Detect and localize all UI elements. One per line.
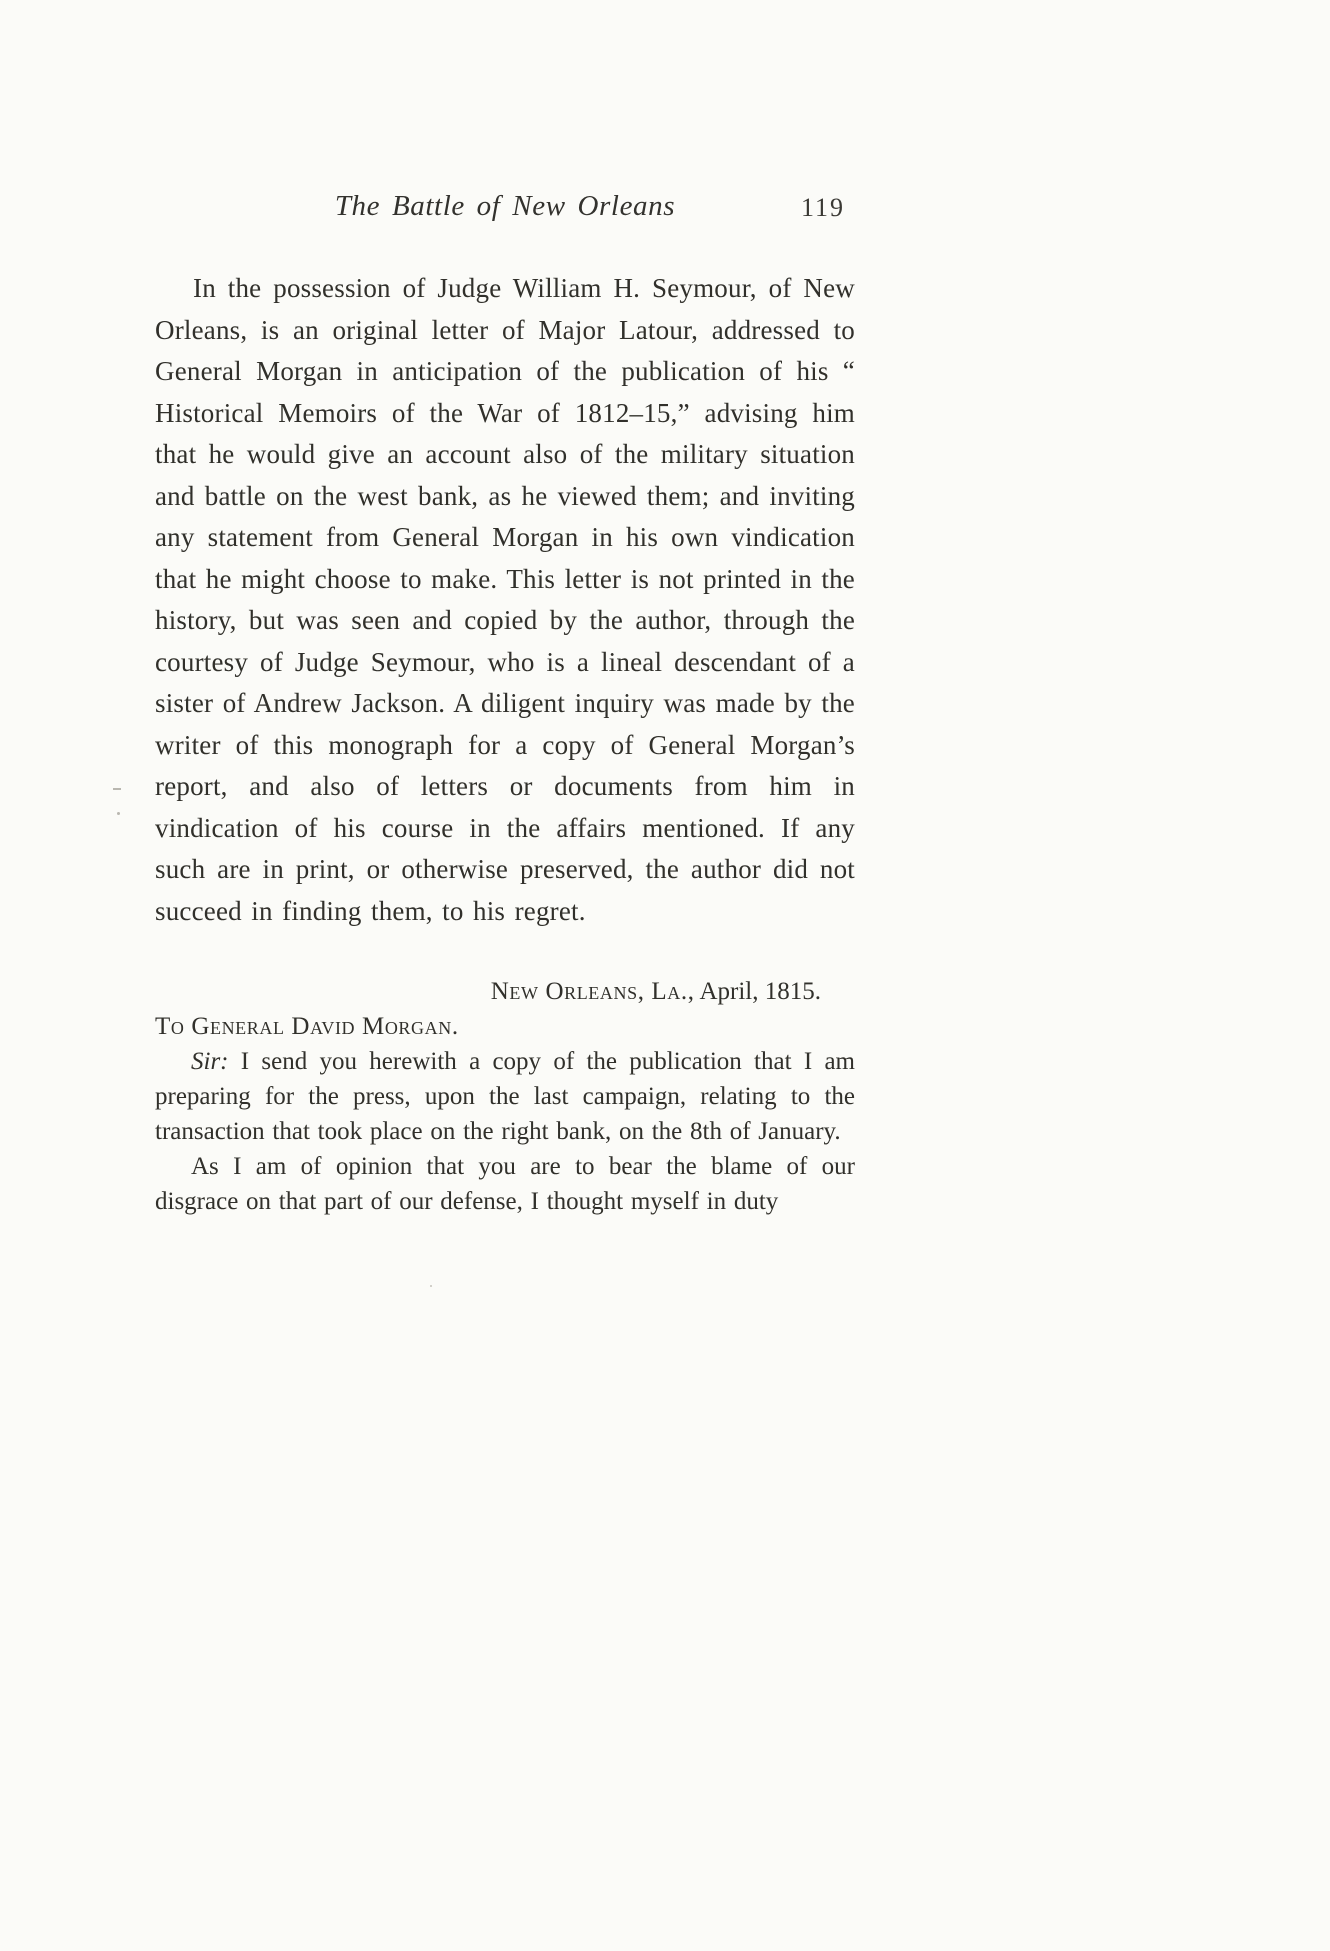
- letter-salutation: To General David Morgan.: [155, 1013, 459, 1040]
- letter-paragraph-1-lead: Sir:: [191, 1048, 229, 1075]
- letter-paragraph-2: As I am of opinion that you are to bear the blame of our disgrace on that part of our defense, I thought myself in duty: [155, 1153, 855, 1215]
- dateline-date: April, 1815.: [694, 978, 821, 1005]
- scan-artifact: [113, 788, 121, 790]
- scan-artifact: [430, 1285, 432, 1287]
- letter-block: [155, 974, 855, 1219]
- letter-dateline: [155, 974, 855, 1009]
- letter-paragraph-1: [155, 1044, 855, 1149]
- page-number: 119: [800, 193, 845, 222]
- letter-paragraph-1-text: I send you herewith a copy of the publication that I am preparing for the press, upon the last campaign, relating to the transaction that took place on the right bank, on the 8th of January.: [155, 1048, 855, 1145]
- main-paragraph: In the possession of Judge William H. Seymour, of New Orleans, is an original letter of Major Latour, addressed to General Morgan in anticipation of the publication of his “ Historical Memoirs of the War of 1812–15,” advising him that he would give an account also of the military situation and battle on the west bank, as he viewed them; and inviting any statement from General Morgan in his own vindication that he might choose to make. This letter is not printed in the history, but was seen and copied by the author, through the courtesy of Judge Seymour, who is a lineal descendant of a sister of Andrew Jackson. A diligent inquiry was made by the writer of this monograph for a copy of General Morgan’s report, and also of letters or documents from him in vindication of his course in the affairs mentioned. If any such are in print, or otherwise preserved, the author did not succeed in finding them, to his regret.: [155, 273, 855, 926]
- book-page: [155, 190, 855, 1219]
- dateline-place: New Orleans, La.,: [490, 978, 695, 1005]
- scan-artifact: [117, 812, 120, 815]
- running-title: The Battle of New Orleans: [334, 190, 676, 222]
- page-header: [155, 190, 855, 234]
